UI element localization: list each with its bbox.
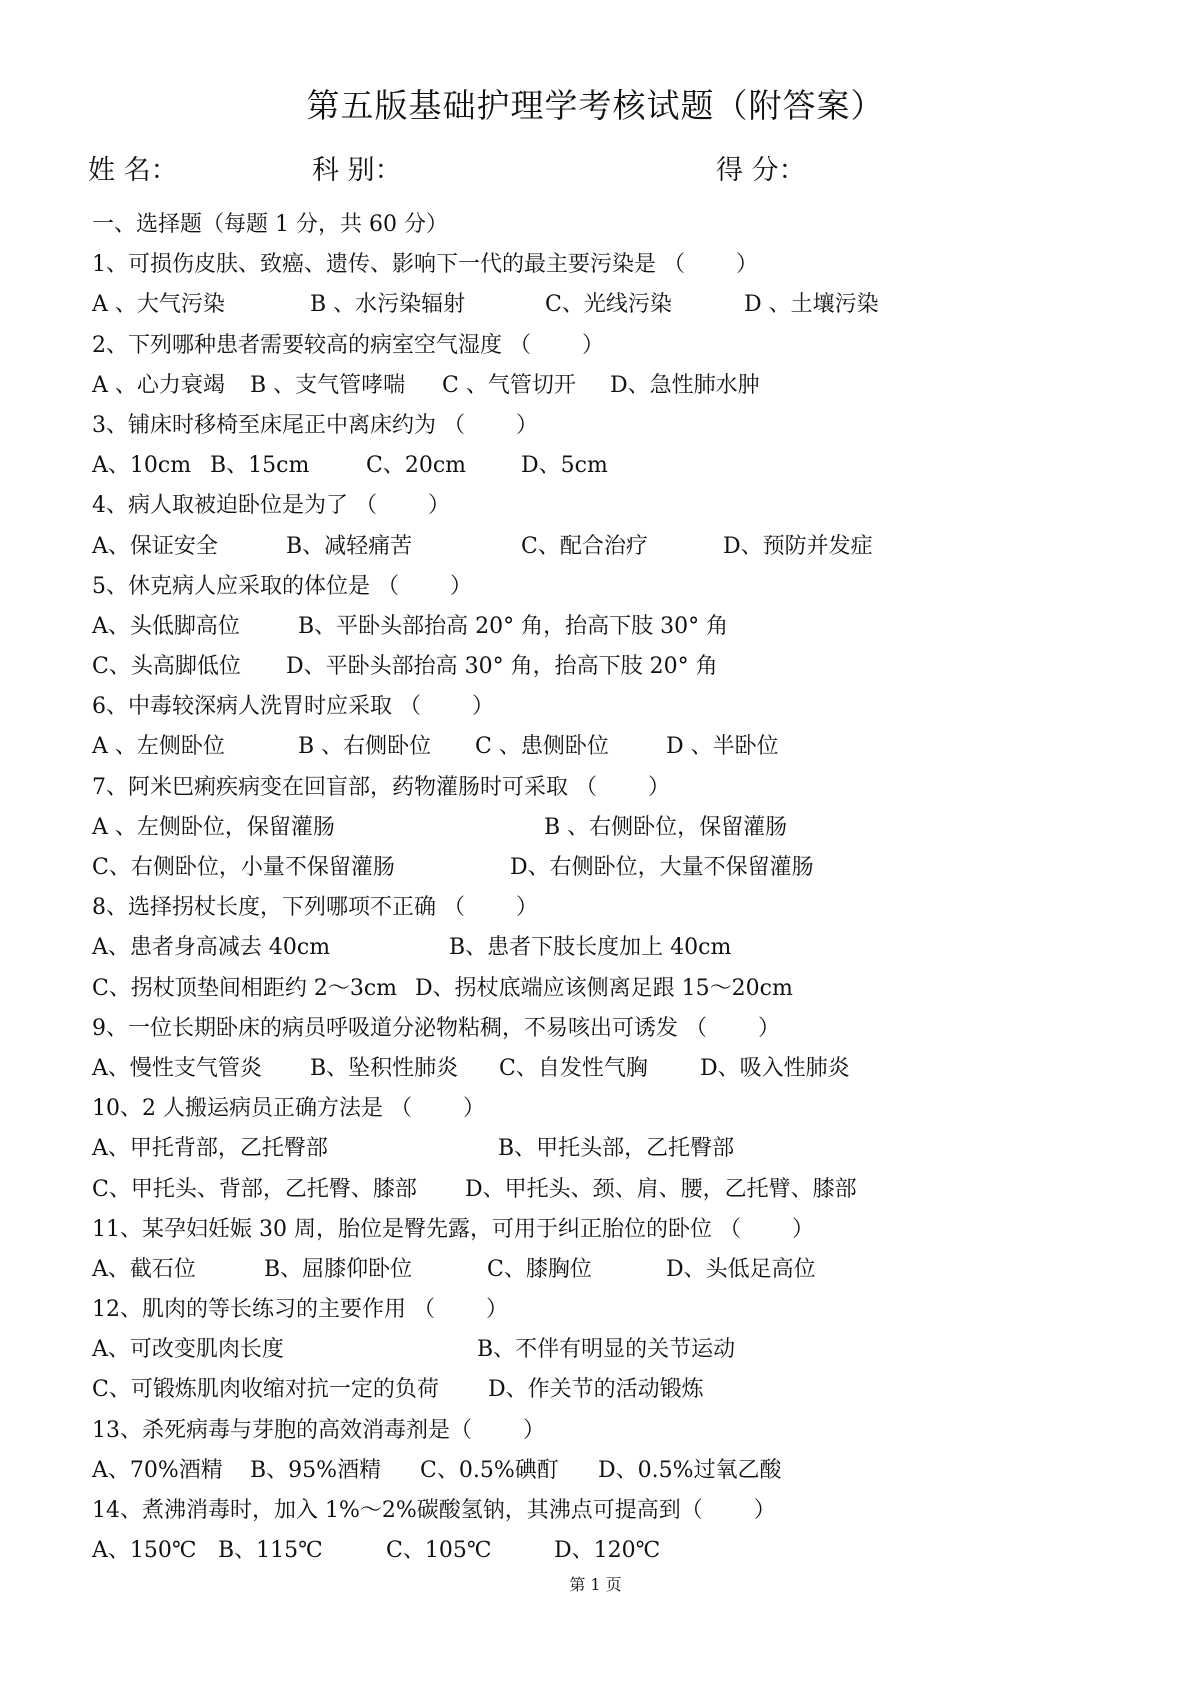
- option-row: [92, 848, 1132, 888]
- answer-option: D、急性肺水肿: [610, 372, 760, 398]
- answer-option: A、10cm: [92, 453, 192, 479]
- name-label: 姓 名：: [88, 155, 178, 186]
- answer-option: C、右侧卧位，小量不保留灌肠: [92, 855, 395, 880]
- answer-option: A、可改变肌肉长度: [92, 1337, 284, 1363]
- score-label: 得 分：: [716, 155, 806, 186]
- option-row: [92, 647, 1132, 687]
- option-row: [92, 969, 1132, 1009]
- question-text: 12、肌肉的等长练习的主要作用 （ ）: [92, 1297, 508, 1323]
- page-number: 第 1 页: [569, 1575, 622, 1594]
- option-row: [92, 446, 1132, 486]
- question-list: [92, 205, 1132, 1571]
- answer-option: B、95%酒精: [250, 1457, 382, 1483]
- answer-option: C、0.5%碘酊: [420, 1457, 559, 1483]
- question-text: 3、铺床时移椅至床尾正中离床约为 （ ）: [92, 412, 538, 438]
- answer-option: A、头低脚高位: [92, 613, 240, 639]
- answer-option: C、配合治疗: [521, 533, 648, 559]
- answer-option: B 、右侧卧位: [298, 734, 432, 760]
- option-row: [92, 366, 1132, 406]
- answer-option: D、作关节的活动锻炼: [488, 1377, 704, 1403]
- question-text: 5、休克病人应采取的体位是 （ ）: [92, 573, 472, 599]
- answer-option: A、150℃: [92, 1538, 197, 1564]
- option-row: [92, 1250, 1132, 1290]
- answer-option: C、头高脚低位: [92, 654, 241, 680]
- question-text: 7、阿米巴痢疾病变在回盲部，药物灌肠时可采取 （ ）: [92, 774, 670, 800]
- answer-option: B 、支气管哮喘: [250, 372, 406, 398]
- answer-option: D、甲托头、颈、肩、腰，乙托臂、膝部: [465, 1176, 857, 1202]
- question-text: 9、一位长期卧床的病员呼吸道分泌物粘稠，不易咳出可诱发 （ ）: [92, 1015, 780, 1041]
- answer-option: D、预防并发症: [723, 533, 873, 559]
- answer-option: A、慢性支气管炎: [92, 1055, 262, 1081]
- question-text: 2、下列哪种患者需要较高的病室空气湿度 （ ）: [92, 332, 604, 358]
- answer-option: A、保证安全: [92, 533, 218, 559]
- option-row: [92, 527, 1132, 567]
- question-text: 4、病人取被迫卧位是为了 （ ）: [92, 493, 450, 519]
- answer-option: C、膝胸位: [487, 1256, 592, 1282]
- page-title: 第五版基础护理学考核试题（附答案）: [306, 86, 885, 125]
- section-heading: 一、选择题（每题 1 分，共 60 分）: [92, 212, 448, 237]
- option-row: [92, 607, 1132, 647]
- answer-option: B、115℃: [218, 1538, 323, 1564]
- question-text: 13、杀死病毒与芽胞的高效消毒剂是（ ）: [92, 1417, 545, 1443]
- answer-option: B 、右侧卧位，保留灌肠: [544, 814, 788, 840]
- answer-option: C、20cm: [366, 453, 467, 479]
- answer-option: C、光线污染: [545, 292, 672, 318]
- option-row: [92, 1370, 1132, 1410]
- student-info-row: [0, 148, 1191, 188]
- answer-option: C、可锻炼肌肉收缩对抗一定的负荷: [92, 1377, 439, 1403]
- question-text: 8、选择拐杖长度，下列哪项不正确 （ ）: [92, 895, 538, 921]
- answer-option: A、70%酒精: [92, 1457, 223, 1483]
- question-text: 6、中毒较深病人洗胃时应采取 （ ）: [92, 694, 494, 720]
- option-row: [92, 1049, 1132, 1089]
- question-text: 14、煮沸消毒时，加入 1%～2%碳酸氢钠，其沸点可提高到（ ）: [92, 1498, 776, 1523]
- answer-option: A 、左侧卧位，保留灌肠: [92, 814, 335, 840]
- answer-option: D、120℃: [554, 1538, 661, 1564]
- option-row: [92, 1330, 1132, 1370]
- answer-option: B、平卧头部抬高 20° 角，抬高下肢 30° 角: [298, 613, 729, 639]
- option-row: [92, 808, 1132, 848]
- answer-option: A、甲托背部，乙托臀部: [92, 1136, 328, 1162]
- answer-option: B、15cm: [210, 453, 310, 479]
- answer-option: A 、左侧卧位: [92, 734, 225, 760]
- answer-option: C 、气管切开: [442, 372, 576, 398]
- option-row: [92, 928, 1132, 968]
- answer-option: B、甲托头部，乙托臀部: [498, 1136, 735, 1162]
- answer-option: B、坠积性肺炎: [310, 1055, 459, 1081]
- answer-option: D、0.5%过氧乙酸: [598, 1457, 782, 1483]
- answer-option: D、平卧头部抬高 30° 角，抬高下肢 20° 角: [286, 654, 718, 680]
- answer-option: D 、土壤污染: [744, 292, 879, 318]
- question-text: 10、2 人搬运病员正确方法是 （ ）: [92, 1096, 485, 1122]
- answer-option: C、105℃: [386, 1538, 492, 1564]
- answer-option: B、减轻痛苦: [286, 533, 413, 559]
- answer-option: B、不伴有明显的关节运动: [477, 1337, 736, 1363]
- answer-option: B 、水污染辐射: [310, 292, 466, 318]
- answer-option: A 、大气污染: [92, 292, 225, 318]
- department-label: 科 别：: [312, 155, 402, 186]
- answer-option: D 、半卧位: [666, 734, 779, 760]
- answer-option: C、拐杖顶垫间相距约 2～3cm: [92, 975, 398, 1001]
- answer-option: C、甲托头、背部，乙托臀、膝部: [92, 1176, 417, 1202]
- question-text: 11、某孕妇妊娠 30 周，胎位是臀先露，可用于纠正胎位的卧位 （ ）: [92, 1216, 814, 1242]
- answer-option: D、5cm: [521, 453, 608, 479]
- answer-option: D、拐杖底端应该侧离足跟 15～20cm: [415, 975, 793, 1001]
- option-row: [92, 1531, 1132, 1571]
- question-text: 1、可损伤皮肤、致癌、遗传、影响下一代的最主要污染是 （ ）: [92, 252, 758, 278]
- answer-option: D、右侧卧位，大量不保留灌肠: [510, 855, 814, 880]
- answer-option: D、头低足高位: [666, 1256, 816, 1282]
- answer-option: A 、心力衰竭: [92, 372, 225, 398]
- option-row: [92, 1451, 1132, 1491]
- answer-option: B、屈膝仰卧位: [264, 1256, 413, 1282]
- answer-option: A、患者身高减去 40cm: [92, 935, 331, 961]
- answer-option: D、吸入性肺炎: [700, 1055, 850, 1081]
- answer-option: C、自发性气胸: [499, 1055, 648, 1081]
- option-row: [92, 727, 1132, 767]
- answer-option: A、截石位: [92, 1256, 196, 1282]
- answer-option: C 、患侧卧位: [475, 734, 609, 760]
- option-row: [92, 285, 1132, 325]
- option-row: [92, 1170, 1132, 1210]
- option-row: [92, 1129, 1132, 1169]
- answer-option: B、患者下肢长度加上 40cm: [449, 935, 732, 961]
